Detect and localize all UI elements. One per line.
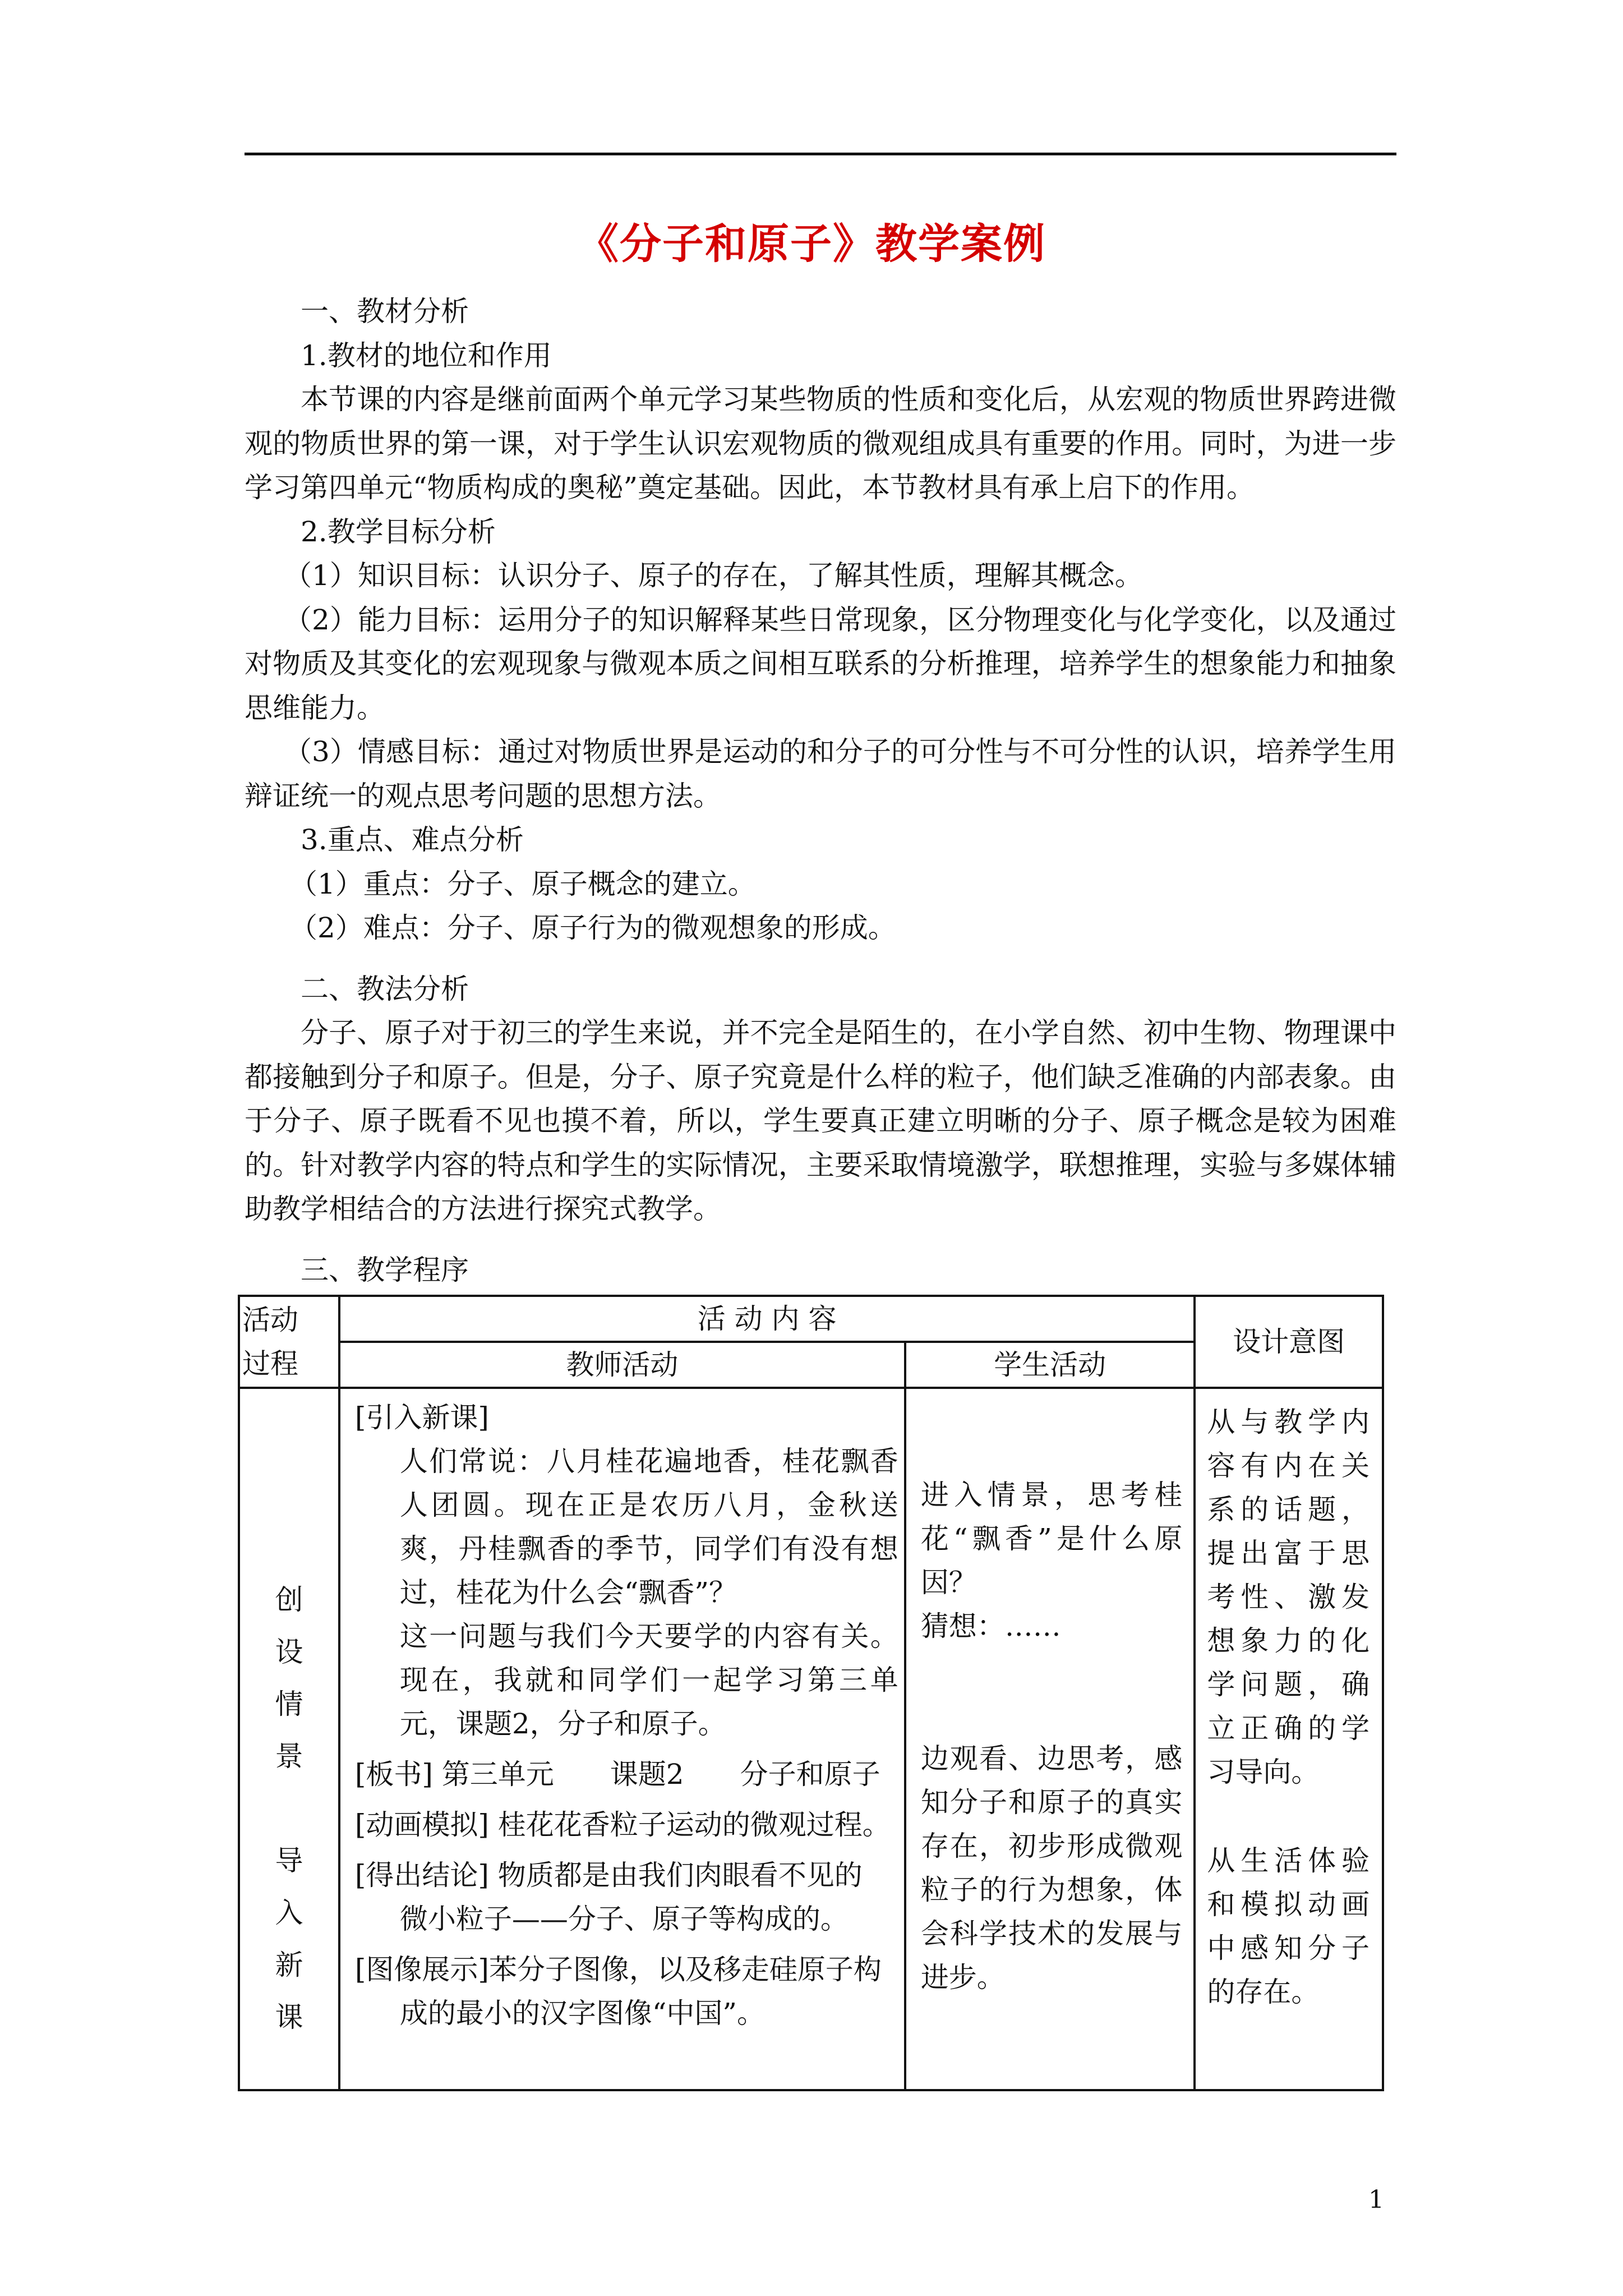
board-writing: [板书] 第三单元 课题2 分子和原子 <box>354 1758 880 1791</box>
teaching-procedure-table <box>238 1295 1384 2091</box>
intro-text: 人们常说：八月桂花遍地香，桂花飘香人团圆。现在正是农历八月，金秋送爽，丹桂飘香的季节，同学们有没有想过，桂花为什么会“飘香”？ <box>399 1445 898 1609</box>
document-title: 《分子和原子》教学案例 <box>577 220 1046 268</box>
header-student: 学生活动 <box>905 1342 1195 1388</box>
intent-2: 从生活体验和模拟动画中感知分子的存在。 <box>1207 1844 1370 2008</box>
animation-simulation: [动画模拟] 桂花花香粒子运动的微观过程。 <box>354 1809 891 1841</box>
subheading-1: 1.教材的地位和作用 <box>301 339 552 372</box>
image-line1 <box>355 1948 898 1991</box>
image-label: [图像展示] <box>354 1953 489 1986</box>
process-char: 创 <box>275 1584 303 1616</box>
process-char: 课 <box>275 2001 303 2033</box>
conclusion-label: [得出结论] <box>354 1859 498 1892</box>
difficult-point: （2）难点：分子、原子行为的微观想象的形成。 <box>289 912 896 944</box>
page-number: 1 <box>1368 2185 1384 2214</box>
section-heading-3: 三、教学程序 <box>301 1253 469 1286</box>
teacher-activity-cell <box>339 1388 905 2090</box>
process-char: 入 <box>275 1897 303 1929</box>
process-char: 导 <box>275 1844 303 1877</box>
process-char: 设 <box>275 1636 303 1668</box>
subheading-3: 3.重点、难点分析 <box>301 823 524 856</box>
conclusion-text-a: 物质都是由我们肉眼看不见的 <box>497 1859 863 1892</box>
intro-text-2: 这一问题与我们今天要学的内容有关。现在，我就和同学们一起学习第三单元，课题2，分子和原子。 <box>399 1620 898 1740</box>
section-heading-1: 一、教材分析 <box>301 295 469 328</box>
header-teacher: 教师活动 <box>339 1342 905 1388</box>
image-text-a: 苯分子图像，以及移走硅原子构 <box>488 1953 882 1986</box>
goal-emotion: （3）情感目标：通过对物质世界是运动的和分子的可分性与不可分性的认识，培养学生用辩证统一的观点思考问题的思想方法。 <box>245 735 1396 812</box>
image-text-b: 成的最小的汉字图像“中国”。 <box>399 1997 765 2030</box>
header-rule <box>245 153 1396 155</box>
header-process <box>239 1296 339 1388</box>
header-process-line2: 过程 <box>242 1347 298 1380</box>
section-heading-2: 二、教法分析 <box>301 972 469 1005</box>
paragraph-material-role: 本节课的内容是继前面两个单元学习某些物质的性质和变化后，从宏观的物质世界跨进微观的物质世界的第一课，对于学生认识宏观物质的微观组成具有重要的作用。同时，为进一步学习第四单元“物质构成的奥秘”奠定基础。因此，本节教材具有承上启下的作用。 <box>245 383 1396 504</box>
process-cell <box>239 1388 339 2090</box>
key-point: （1）重点：分子、原子概念的建立。 <box>289 867 756 900</box>
body-text <box>245 289 1396 1292</box>
student-activity-1: 进入情景，思考桂花“飘香”是什么原因？ <box>920 1479 1183 1599</box>
header-content: 活 动 内 容 <box>339 1296 1195 1342</box>
subheading-2: 2.教学目标分析 <box>301 515 496 548</box>
intro-label: [引入新课] <box>354 1401 489 1434</box>
student-activity-2: 边观看、边思考，感知分子和原子的真实存在，初步形成微观粒子的行为想象，体会科学技术的发展与进步。 <box>920 1742 1183 1994</box>
process-char: 景 <box>275 1740 303 1773</box>
student-activity-cell <box>905 1388 1195 2090</box>
goal-ability: （2）能力目标：运用分子的知识解释某些日常现象，区分物理变化与化学变化，以及通过对物质及其变化的宏观现象与微观本质之间相互联系的分析推理，培养学生的想象能力和抽象思维能力。 <box>245 603 1396 724</box>
student-guess: 猜想：…… <box>920 1610 1061 1642</box>
header-intent: 设计意图 <box>1195 1296 1383 1388</box>
conclusion-line1 <box>355 1853 898 1897</box>
process-char: 情 <box>275 1688 303 1720</box>
paragraph-method: 分子、原子对于初三的学生来说，并不完全是陌生的，在小学自然、初中生物、物理课中都接触到分子和原子。但是，分子、原子究竟是什么样的粒子，他们缺乏准确的内部表象。由于分子、原子既看不见也摸不着，所以，学生要真正建立明晰的分子、原子概念是较为困难的。针对教学内容的特点和学生的实际情况，主要采取情境激学，联想推理，实验与多媒体辅助教学相结合的方法进行探究式教学。 <box>245 1016 1396 1225</box>
conclusion-text-b: 微小粒子——分子、原子等构成的。 <box>399 1903 849 1935</box>
intent-cell <box>1195 1388 1383 2090</box>
process-char: 新 <box>275 1949 303 1981</box>
header-process-line1: 活动 <box>242 1304 298 1336</box>
intent-1: 从与教学内容有内在关系的话题，提出富于思考性、激发想象力的化学问题，确立正确的学习导向。 <box>1207 1406 1370 1788</box>
goal-knowledge: （1）知识目标：认识分子、原子的存在，了解其性质，理解其概念。 <box>284 559 1143 592</box>
